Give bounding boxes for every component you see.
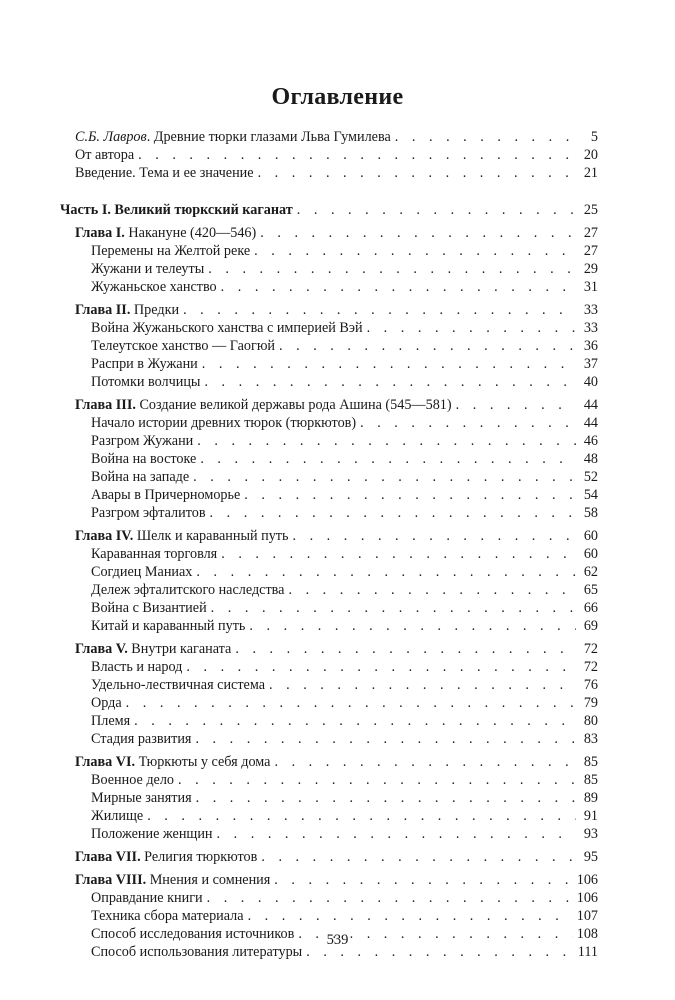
toc-page-number: 83 bbox=[583, 731, 598, 747]
toc-section-title: Жужаньское ханство bbox=[91, 279, 217, 295]
toc-section-entry[interactable] bbox=[60, 260, 598, 278]
toc-section-title: Телеутское ханство — Гаогюй bbox=[91, 338, 276, 354]
toc-page-number: 5 bbox=[590, 129, 598, 145]
toc-chapter-entry[interactable] bbox=[60, 301, 598, 319]
toc-section-entry[interactable] bbox=[60, 889, 598, 907]
dot-leader bbox=[217, 825, 576, 843]
dot-leader bbox=[211, 599, 576, 617]
toc-section-title: Способ исследования источников bbox=[91, 926, 295, 942]
toc-entry-label bbox=[91, 450, 196, 468]
toc-page-number: 20 bbox=[583, 147, 598, 163]
toc-section-entry[interactable] bbox=[60, 907, 598, 925]
toc-chapter-label: Глава I. bbox=[75, 225, 125, 241]
toc-entry-label bbox=[91, 599, 207, 617]
toc-page-number: 62 bbox=[583, 564, 598, 580]
toc-section-entry[interactable] bbox=[60, 563, 598, 581]
toc-entry-label bbox=[91, 676, 265, 694]
toc-page-number: 46 bbox=[583, 433, 598, 449]
toc-section-entry[interactable] bbox=[60, 807, 598, 825]
toc-entry-label bbox=[75, 164, 254, 182]
dot-leader bbox=[195, 730, 576, 748]
toc-title: . Древние тюрки глазами Льва Гумилева bbox=[146, 129, 391, 145]
toc-section-title: Разгром Жужани bbox=[91, 433, 194, 449]
dot-leader bbox=[235, 640, 576, 658]
toc-page-number: 91 bbox=[583, 808, 598, 824]
toc-chapter-label: Глава IV. bbox=[75, 528, 134, 544]
toc-section-entry[interactable] bbox=[60, 617, 598, 635]
toc-entry-label bbox=[91, 504, 206, 522]
toc-section-title: Власть и народ bbox=[91, 659, 183, 675]
dot-leader bbox=[297, 201, 576, 219]
dot-leader bbox=[395, 128, 576, 146]
dot-leader bbox=[204, 373, 576, 391]
toc-section-entry[interactable] bbox=[60, 730, 598, 748]
toc-chapter-entry[interactable] bbox=[60, 753, 598, 771]
toc-part-entry[interactable] bbox=[60, 201, 598, 219]
toc-section-entry[interactable] bbox=[60, 242, 598, 260]
toc-page-number: 80 bbox=[583, 713, 598, 729]
dot-leader bbox=[248, 907, 573, 925]
toc-section-title: Удельно-лествичная система bbox=[91, 677, 266, 693]
toc-entry-label bbox=[91, 825, 213, 843]
toc-page-number: 27 bbox=[583, 225, 598, 241]
toc-page-number: 85 bbox=[583, 772, 598, 788]
toc-chapter-entry[interactable] bbox=[60, 527, 598, 545]
toc-section-title: Согдиец Маниах bbox=[91, 564, 193, 580]
toc-section-title: Стадия развития bbox=[91, 731, 192, 747]
dot-leader bbox=[261, 848, 576, 866]
dot-leader bbox=[196, 563, 576, 581]
toc-section-title: Война Жужаньского ханства с империей Вэй bbox=[91, 320, 363, 336]
toc-page-number: 21 bbox=[583, 165, 598, 181]
dot-leader bbox=[260, 224, 576, 242]
toc-page-number: 72 bbox=[583, 659, 598, 675]
toc-section-title: Война с Византией bbox=[91, 600, 207, 616]
toc-entry-label bbox=[91, 432, 193, 450]
toc-entry-label bbox=[75, 527, 288, 545]
dot-leader bbox=[147, 807, 576, 825]
toc-entry-label bbox=[91, 617, 245, 635]
dot-leader bbox=[186, 658, 576, 676]
toc-entry-label bbox=[75, 396, 452, 414]
dot-leader bbox=[134, 712, 576, 730]
toc-entry-label bbox=[91, 373, 200, 391]
dot-leader bbox=[202, 355, 576, 373]
toc-section-entry[interactable] bbox=[60, 599, 598, 617]
toc-section-title: Техника сбора материала bbox=[91, 908, 244, 924]
toc-page-number: 60 bbox=[583, 528, 598, 544]
toc-page-number: 106 bbox=[576, 872, 598, 888]
toc-page-number: 93 bbox=[583, 826, 598, 842]
toc-section-entry[interactable] bbox=[60, 432, 598, 450]
dot-leader bbox=[200, 450, 576, 468]
toc-section-title: Мирные занятия bbox=[91, 790, 192, 806]
dot-leader bbox=[288, 581, 576, 599]
toc-section-title: Оправдание книги bbox=[91, 890, 203, 906]
toc-page-number: 95 bbox=[583, 849, 598, 865]
toc-section-entry[interactable] bbox=[60, 676, 598, 694]
toc-entry-label bbox=[91, 789, 192, 807]
toc-section-title: Распри в Жужани bbox=[91, 356, 198, 372]
toc-section-entry[interactable] bbox=[60, 319, 598, 337]
toc-section-entry[interactable] bbox=[60, 278, 598, 296]
toc-section-entry[interactable] bbox=[60, 450, 598, 468]
dot-leader bbox=[258, 164, 576, 182]
dot-leader bbox=[367, 319, 576, 337]
dot-leader bbox=[178, 771, 576, 789]
toc-chapter-label: Глава VII. bbox=[75, 849, 141, 865]
dot-leader bbox=[138, 146, 576, 164]
toc-chapter-entry[interactable] bbox=[60, 224, 598, 242]
toc-entry-label bbox=[91, 260, 204, 278]
toc-entry-label bbox=[91, 907, 244, 925]
toc-section-entry[interactable] bbox=[60, 504, 598, 522]
toc-chapter-title: Шелк и караванный путь bbox=[133, 528, 289, 544]
toc-section-entry[interactable] bbox=[60, 712, 598, 730]
dot-leader bbox=[244, 486, 576, 504]
toc-page-number: 44 bbox=[583, 415, 598, 431]
toc-section-title: Китай и караванный путь bbox=[91, 618, 246, 634]
toc-chapter-entry[interactable] bbox=[60, 871, 598, 889]
toc-section-title: Караванная торговля bbox=[91, 546, 218, 562]
toc-entry-label bbox=[91, 468, 189, 486]
dot-leader bbox=[249, 617, 576, 635]
toc-page-number: 69 bbox=[583, 618, 598, 634]
toc-page-number: 31 bbox=[583, 279, 598, 295]
toc-page-number: 29 bbox=[583, 261, 598, 277]
toc-section-entry[interactable] bbox=[60, 468, 598, 486]
toc-section-entry[interactable] bbox=[60, 545, 598, 563]
toc-page-number: 52 bbox=[583, 469, 598, 485]
toc-entry-label bbox=[75, 224, 256, 242]
dot-leader bbox=[360, 414, 576, 432]
dot-leader bbox=[269, 676, 576, 694]
toc-chapter-label: Глава II. bbox=[75, 302, 131, 318]
toc-section-title: Начало истории древних тюрок (тюркютов) bbox=[91, 415, 357, 431]
toc-chapter-label: Глава V. bbox=[75, 641, 128, 657]
toc-page-number: 89 bbox=[583, 790, 598, 806]
toc-section-title: Потомки волчицы bbox=[91, 374, 201, 390]
toc-page-number: 108 bbox=[576, 926, 598, 942]
toc-page-number: 54 bbox=[583, 487, 598, 503]
toc-entry-label bbox=[91, 889, 203, 907]
toc-section-entry[interactable] bbox=[60, 486, 598, 504]
toc-entry-label bbox=[91, 545, 217, 563]
toc-chapter-title: Тюркюты у себя дома bbox=[135, 754, 271, 770]
dot-leader bbox=[208, 260, 576, 278]
dot-leader bbox=[221, 278, 576, 296]
toc-section-entry[interactable] bbox=[60, 825, 598, 843]
toc-page-number: 33 bbox=[583, 302, 598, 318]
toc-page-number: 106 bbox=[576, 890, 598, 906]
toc-entry-label bbox=[91, 730, 191, 748]
dot-leader bbox=[279, 337, 576, 355]
dot-leader bbox=[196, 789, 576, 807]
toc-entry-label bbox=[91, 581, 284, 599]
toc-page-number: 111 bbox=[577, 944, 598, 960]
toc-section-entry[interactable] bbox=[60, 373, 598, 391]
toc-page-number: 60 bbox=[583, 546, 598, 562]
toc-page-number: 37 bbox=[583, 356, 598, 372]
toc-chapter-title: Предки bbox=[130, 302, 180, 318]
toc-page-number: 65 bbox=[583, 582, 598, 598]
toc-section-entry[interactable] bbox=[60, 771, 598, 789]
toc-chapter-label: Глава VIII. bbox=[75, 872, 147, 888]
toc-section-title: Племя bbox=[91, 713, 131, 729]
toc-page-number: 76 bbox=[583, 677, 598, 693]
dot-leader bbox=[292, 527, 576, 545]
table-of-contents bbox=[60, 128, 598, 961]
toc-entry-label bbox=[91, 414, 356, 432]
toc-author: С.Б. Лавров bbox=[75, 129, 147, 145]
toc-section-title: Дележ эфталитского наследства bbox=[91, 582, 285, 598]
dot-leader bbox=[254, 242, 576, 260]
toc-section-title: Орда bbox=[91, 695, 122, 711]
toc-chapter-title: Внутри каганата bbox=[127, 641, 232, 657]
toc-title: Введение. Тема и ее значение bbox=[75, 165, 254, 181]
toc-page-number: 40 bbox=[583, 374, 598, 390]
toc-page-number: 27 bbox=[583, 243, 598, 259]
toc-section-title: Военное дело bbox=[91, 772, 175, 788]
toc-entry-label bbox=[91, 563, 192, 581]
toc-page-number: 44 bbox=[583, 397, 598, 413]
toc-section-title: Положение женщин bbox=[91, 826, 213, 842]
toc-entry-label bbox=[75, 128, 391, 146]
dot-leader bbox=[197, 432, 576, 450]
toc-entry-label bbox=[60, 201, 293, 219]
dot-leader bbox=[274, 753, 576, 771]
toc-chapter-label: Глава III. bbox=[75, 397, 136, 413]
toc-entry-label bbox=[75, 146, 134, 164]
toc-section-entry[interactable] bbox=[60, 414, 598, 432]
toc-entry-label bbox=[91, 355, 198, 373]
toc-chapter-title: Накануне (420—546) bbox=[124, 225, 257, 241]
toc-page-number: 107 bbox=[576, 908, 598, 924]
toc-page-number: 72 bbox=[583, 641, 598, 657]
toc-page-number: 58 bbox=[583, 505, 598, 521]
toc-entry-label bbox=[75, 301, 179, 319]
toc-entry-label bbox=[91, 486, 240, 504]
toc-chapter-label: Глава VI. bbox=[75, 754, 136, 770]
toc-title: От автора bbox=[75, 147, 135, 163]
toc-entry-label bbox=[91, 319, 363, 337]
toc-entry-label bbox=[91, 278, 217, 296]
dot-leader bbox=[207, 889, 573, 907]
dot-leader bbox=[221, 545, 576, 563]
toc-entry-label bbox=[75, 848, 257, 866]
toc-section-entry[interactable] bbox=[60, 789, 598, 807]
toc-chapter-entry[interactable] bbox=[60, 848, 598, 866]
toc-entry-label bbox=[75, 753, 270, 771]
toc-part-title: Часть I. Великий тюркский каганат bbox=[60, 202, 293, 218]
toc-chapter-title: Создание великой державы рода Ашина (545—581) bbox=[135, 397, 452, 413]
toc-entry-label bbox=[91, 658, 182, 676]
toc-entry-label bbox=[91, 242, 250, 260]
toc-entry-label bbox=[91, 771, 174, 789]
dot-leader bbox=[274, 871, 572, 889]
toc-entry-label bbox=[75, 871, 270, 889]
toc-section-title: Авары в Причерноморье bbox=[91, 487, 241, 503]
page-number: 539 bbox=[326, 932, 349, 948]
toc-section-entry[interactable] bbox=[60, 581, 598, 599]
toc-front-entry[interactable] bbox=[60, 164, 598, 182]
toc-section-entry[interactable] bbox=[60, 355, 598, 373]
toc-front-entry[interactable] bbox=[60, 146, 598, 164]
toc-page-number: 79 bbox=[583, 695, 598, 711]
toc-page-number: 33 bbox=[583, 320, 598, 336]
toc-page-number: 85 bbox=[583, 754, 598, 770]
toc-entry-label bbox=[91, 712, 130, 730]
toc-front-entry[interactable] bbox=[60, 128, 598, 146]
toc-section-title: Разгром эфталитов bbox=[91, 505, 206, 521]
toc-page-number: 36 bbox=[583, 338, 598, 354]
toc-section-title: Способ использования литературы bbox=[91, 944, 303, 960]
dot-leader bbox=[126, 694, 576, 712]
toc-section-entry[interactable] bbox=[60, 658, 598, 676]
toc-entry-label bbox=[75, 640, 231, 658]
dot-leader bbox=[183, 301, 576, 319]
toc-chapter-title: Религия тюркютов bbox=[140, 849, 258, 865]
dot-leader bbox=[456, 396, 576, 414]
toc-chapter-title: Мнения и сомнения bbox=[146, 872, 271, 888]
toc-section-title: Война на востоке bbox=[91, 451, 197, 467]
toc-entry-label bbox=[91, 807, 143, 825]
toc-section-entry[interactable] bbox=[60, 337, 598, 355]
toc-section-title: Перемены на Желтой реке bbox=[91, 243, 251, 259]
dot-leader bbox=[210, 504, 576, 522]
toc-section-title: Жужани и телеуты bbox=[91, 261, 205, 277]
toc-section-title: Жилище bbox=[91, 808, 144, 824]
toc-page-number: 66 bbox=[583, 600, 598, 616]
toc-section-title: Война на западе bbox=[91, 469, 190, 485]
toc-chapter-entry[interactable] bbox=[60, 640, 598, 658]
toc-page-number: 48 bbox=[583, 451, 598, 467]
toc-page-number: 25 bbox=[583, 202, 598, 218]
dot-leader bbox=[193, 468, 576, 486]
toc-chapter-entry[interactable] bbox=[60, 396, 598, 414]
toc-section-entry[interactable] bbox=[60, 694, 598, 712]
page-title: Оглавление bbox=[271, 84, 404, 110]
toc-entry-label bbox=[91, 337, 275, 355]
toc-entry-label bbox=[91, 694, 122, 712]
